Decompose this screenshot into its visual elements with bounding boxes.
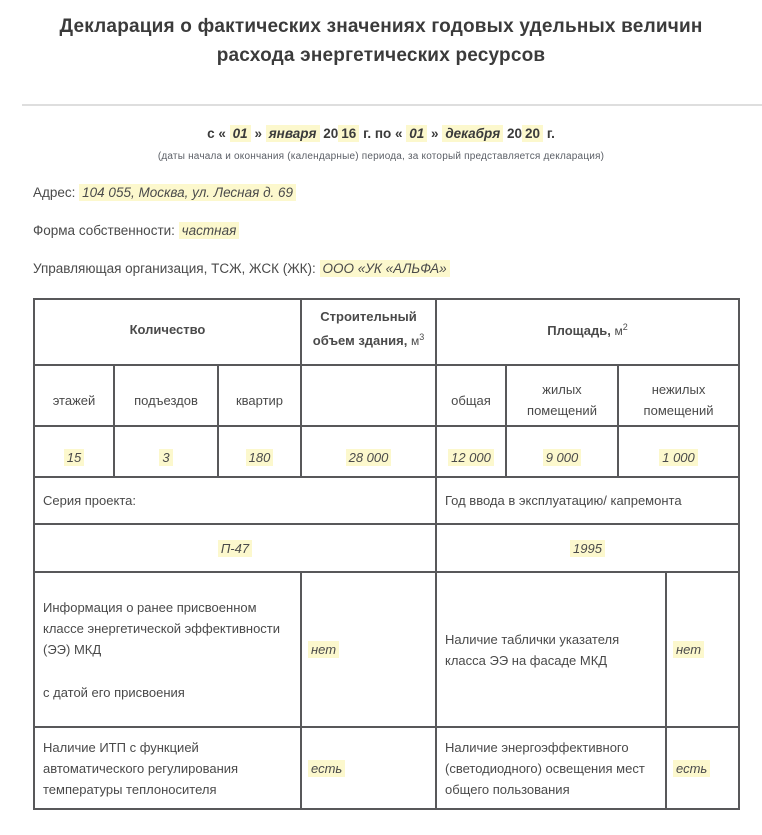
entrances-value-cell [114, 426, 218, 477]
table-subheader-row [34, 365, 739, 426]
building-data-table [33, 298, 740, 810]
period-line [0, 126, 762, 141]
period-century1: 20 [319, 126, 339, 141]
quantity-header: Количество [34, 299, 301, 365]
energy-class-label: Информация о ранее присвоенном классе энергетической эффективности (ЭЭ) МКД [43, 600, 281, 657]
total-area-field[interactable]: 12 000 [448, 449, 494, 466]
led-lighting-label: Наличие энергоэффективного (светодиодного) освещения мест общего пользования [436, 727, 666, 809]
project-series-value-cell [34, 524, 436, 572]
period-day-start-field[interactable]: 01 [230, 125, 251, 142]
floors-field[interactable]: 15 [64, 449, 84, 466]
apartments-subheader: квартир [218, 365, 301, 426]
area-unit: $м^2$ [614, 321, 628, 338]
total-area-subheader: общая [436, 365, 506, 426]
energy-class-row [34, 572, 739, 727]
volume-field[interactable]: 28 000 [346, 449, 392, 466]
apartments-field[interactable]: 180 [246, 449, 274, 466]
period-mid: г. по « [359, 126, 407, 141]
energy-class-label-gap [43, 660, 290, 682]
table-values-row [34, 426, 739, 477]
itp-label: Наличие ИТП с функцией автоматического регулирования температуры теплоносителя [34, 727, 301, 809]
led-lighting-field[interactable]: есть [673, 760, 710, 777]
energy-class-label2: с датой его присвоения [43, 685, 185, 700]
period-suffix: г. [543, 126, 555, 141]
period-month-start-field[interactable]: января [266, 125, 320, 142]
living-area-subheader: жилых помещений [506, 365, 618, 426]
period-sep2: » [427, 126, 443, 141]
commissioning-value-cell [436, 524, 739, 572]
living-area-value-cell [506, 426, 618, 477]
ownership-label: Форма собственности: [33, 223, 179, 238]
address-label: Адрес: [33, 185, 80, 200]
area-header [436, 299, 739, 365]
period-prefix: с « [207, 126, 230, 141]
itp-row [34, 727, 739, 809]
period-month-end-field[interactable]: декабря [442, 125, 503, 142]
volume-value-cell [301, 426, 436, 477]
nonliving-area-field[interactable]: 1 000 [659, 449, 698, 466]
volume-header-text: Строительный объем здания, [312, 309, 417, 348]
energy-class-answer-cell [301, 572, 436, 727]
series-label-row [34, 477, 739, 524]
floors-subheader: этажей [34, 365, 114, 426]
period-note: (даты начала и окончания (календарные) периода, за который представляется декларация) [157, 151, 605, 162]
volume-header [301, 299, 436, 365]
period-year-start-field[interactable]: 16 [338, 125, 359, 142]
period-century2: 20 [503, 126, 523, 141]
page-title: Декларация о фактических значениях годовых удельных величин расхода энергетических ресурсов [59, 16, 703, 66]
address-field[interactable]: 104 055, Москва, ул. Лесная д. 69 [79, 184, 296, 201]
itp-field[interactable]: есть [308, 760, 345, 777]
commissioning-label: Год ввода в эксплуатацию/ капремонта [436, 477, 739, 524]
project-series-label: Серия проекта: [34, 477, 436, 524]
apartments-value-cell [218, 426, 301, 477]
nonliving-area-value-cell [618, 426, 739, 477]
entrances-field[interactable]: 3 [159, 449, 172, 466]
energy-class-label-cell [34, 572, 301, 727]
period-day-end-field[interactable]: 01 [406, 125, 427, 142]
ownership-field[interactable]: частная [179, 222, 240, 239]
period-year-end-field[interactable]: 20 [522, 125, 543, 142]
volume-unit: $м^3$ [410, 332, 425, 348]
commissioning-field[interactable]: 1995 [570, 540, 605, 557]
address-row [33, 186, 762, 200]
organization-field[interactable]: ООО «УК «АЛЬФА» [320, 260, 450, 277]
facade-sign-answer-cell [666, 572, 739, 727]
period-sep1: » [250, 126, 266, 141]
facade-sign-field[interactable]: нет [673, 641, 704, 658]
entrances-subheader: подъездов [114, 365, 218, 426]
organization-label: Управляющая организация, ТСЖ, ЖСК (ЖК): [33, 261, 320, 276]
ownership-row [33, 224, 762, 238]
itp-answer-cell [301, 727, 436, 809]
table-header-row [34, 299, 739, 365]
title-divider [22, 104, 762, 106]
volume-subheader-empty [301, 365, 436, 426]
series-value-row [34, 524, 739, 572]
living-area-field[interactable]: 9 000 [543, 449, 582, 466]
area-header-text: Площадь, [547, 322, 615, 338]
nonliving-area-subheader: нежилых помещений [618, 365, 739, 426]
facade-sign-label: Наличие таблички указателя класса ЭЭ на фасаде МКД [436, 572, 666, 727]
organization-row [33, 262, 762, 276]
total-area-value-cell [436, 426, 506, 477]
energy-class-field[interactable]: нет [308, 641, 339, 658]
led-lighting-answer-cell [666, 727, 739, 809]
floors-value-cell [34, 426, 114, 477]
project-series-field[interactable]: П-47 [218, 540, 252, 557]
